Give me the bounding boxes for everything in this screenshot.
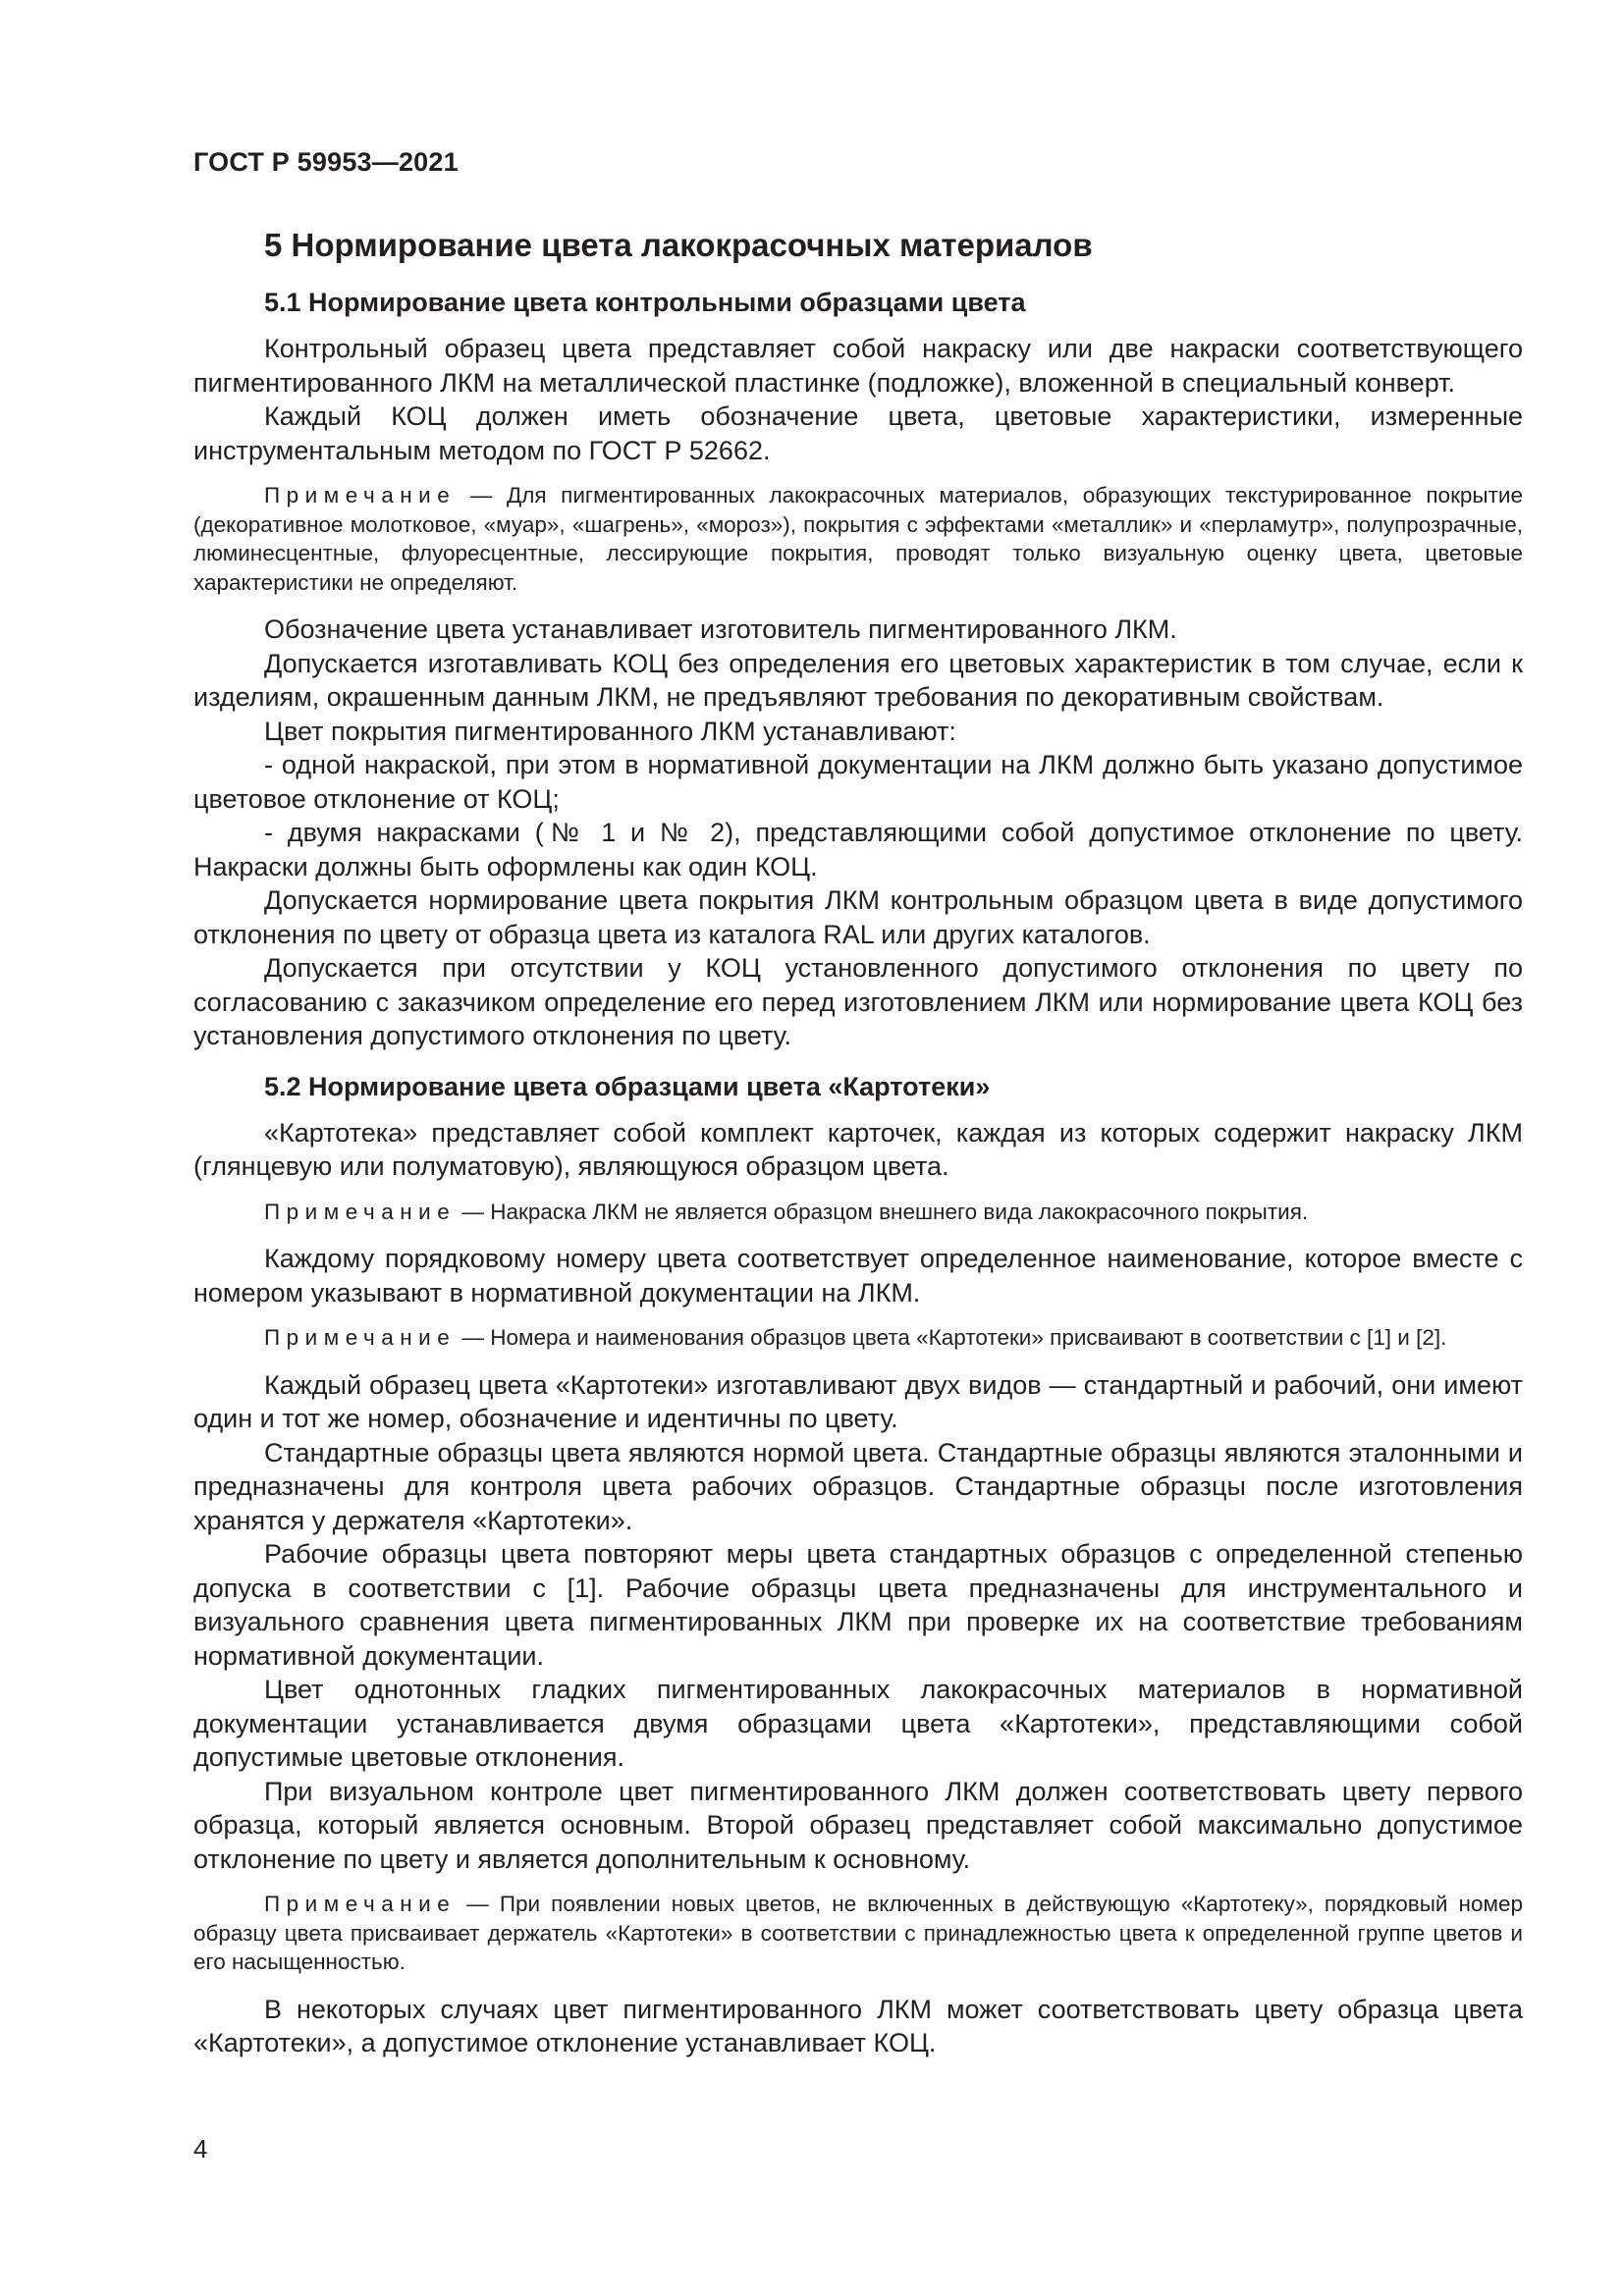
paragraph: Каждый образец цвета «Картотеки» изготавливают двух видов — стандартный и рабочий, они имеют один и тот же номер, обозначение и идентичны по цвету. xyxy=(193,1369,1523,1433)
note xyxy=(193,1323,1523,1353)
paragraph: Контрольный образец цвета представляет собой накраску или две накраски соответствующего пигментированного ЛКМ на металлической пластинке (подложке), вложенной в специальный конверт. xyxy=(193,334,1523,398)
paragraph: Каждому порядковому номеру цвета соответствует определенное наименование, которое вместе с номером указывают в нормативной документации на ЛКМ. xyxy=(193,1244,1523,1308)
paragraph: Допускается нормирование цвета покрытия ЛКМ контрольным образцом цвета в виде допустимого отклонения по цвету от образца цвета из каталога RAL или других каталогов. xyxy=(193,885,1523,949)
note-label: Примечание xyxy=(264,1892,457,1916)
paragraph: «Картотека» представляет собой комплект карточек, каждая из которых содержит накраску ЛКМ (глянцевую или полуматовую), являющуюся образцом цвета. xyxy=(193,1117,1523,1181)
list-item: - двумя накрасками (№ 1 и № 2), представляющими собой допустимое отклонение по цвету. Накраски должны быть оформлены как один КОЦ. xyxy=(193,818,1523,881)
section-5-title: 5 Нормирование цвета лакокрасочных материалов xyxy=(264,227,1093,263)
paragraph: Цвет однотонных гладких пигментированных лакокрасочных материалов в нормативной документации устанавливается двумя образцами цвета «Картотеки», представляющими собой допустимые цветовые отклонения. xyxy=(193,1675,1523,1772)
note-label: Примечание xyxy=(264,1199,457,1224)
section-5-2-title: 5.2 Нормирование цвета образцами цвета «Картотеки» xyxy=(264,1071,991,1101)
paragraph: Стандартные образцы цвета являются нормой цвета. Стандартные образцы являются эталонными и предназначены для контроля цвета рабочих образцов. Стандартные образцы после изготовления хранятся у держателя «Картотеки». xyxy=(193,1437,1523,1535)
paragraph: Каждый КОЦ должен иметь обозначение цвета, цветовые характеристики, измеренные инструментальным методом по ГОСТ Р 52662. xyxy=(193,401,1523,465)
note-label: Примечание xyxy=(264,1325,457,1350)
paragraph: При визуальном контроле цвет пигментированного ЛКМ должен соответствовать цвету первого образца, который является основным. Второй образец представляет собой максимально допустимое отклонение по цвету и является дополнительным к основному. xyxy=(193,1776,1523,1874)
note-text: — Номера и наименования образцов цвета «Картотеки» присваивают в соответствии с [1] и [2]. xyxy=(456,1325,1447,1350)
paragraph: Допускается при отсутствии у КОЦ установленного допустимого отклонения по цвету по согласованию с заказчиком определение его перед изготовлением ЛКМ или нормирование цвета КОЦ без установления допустимого отклонения по цвету. xyxy=(193,953,1523,1050)
section-5-1-title: 5.1 Нормирование цвета контрольными образцами цвета xyxy=(264,288,1026,317)
note xyxy=(193,481,1523,597)
paragraph: Рабочие образцы цвета повторяют меры цвета стандартных образцов с определенной степенью допуска в соответствии с [1]. Рабочие образцы цвета предназначены для инструментального и визуального сравнения цвета пигментированных ЛКМ при проверке их на соответствие требованиям нормативной документации. xyxy=(193,1539,1523,1671)
note xyxy=(193,1890,1523,1977)
page-number: 4 xyxy=(193,2134,208,2163)
note xyxy=(193,1198,1523,1227)
note-text: — При появлении новых цветов, не включенных в действующую «Картотеку», порядковый номер образцу цвета присваивает держатель «Картотеки» в соответствии с принадлежностью цвета к определенной группе цветов и его насыщенностью. xyxy=(193,1892,1523,1974)
paragraph: В некоторых случаях цвет пигментированного ЛКМ может соответствовать цвету образца цвета «Картотеки», а допустимое отклонение устанавливает КОЦ. xyxy=(193,1994,1523,2057)
note-label: Примечание xyxy=(264,483,457,507)
note-text: — Для пигментированных лакокрасочных материалов, образующих текстурированное покрытие (декоративное молотковое, «муар», «шагрень», «мороз»), покрытия с эффектами «металлик» и «перламутр», полупрозрачные, люминесцентные, флуоресцентные, лессирующие покрытия, проводят только визуальную оценку цвета, цветовые характеристики не определяют. xyxy=(193,483,1523,595)
paragraph: Допускается изготавливать КОЦ без определения его цветовых характеристик в том случае, если к изделиям, окрашенным данным ЛКМ, не предъявляют требования по декоративным свойствам. xyxy=(193,648,1523,712)
doc-header: ГОСТ Р 59953—2021 xyxy=(193,147,459,177)
paragraph: Цвет покрытия пигментированного ЛКМ устанавливают: xyxy=(264,716,956,746)
note-text: — Накраска ЛКМ не является образцом внешнего вида лакокрасочного покрытия. xyxy=(456,1199,1309,1224)
list-item: - одной накраской, при этом в нормативной документации на ЛКМ должно быть указано допустимое цветовое отклонение от КОЦ; xyxy=(193,750,1523,814)
paragraph: Обозначение цвета устанавливает изготовитель пигментированного ЛКМ. xyxy=(264,614,1177,644)
page-content xyxy=(193,218,1523,2060)
